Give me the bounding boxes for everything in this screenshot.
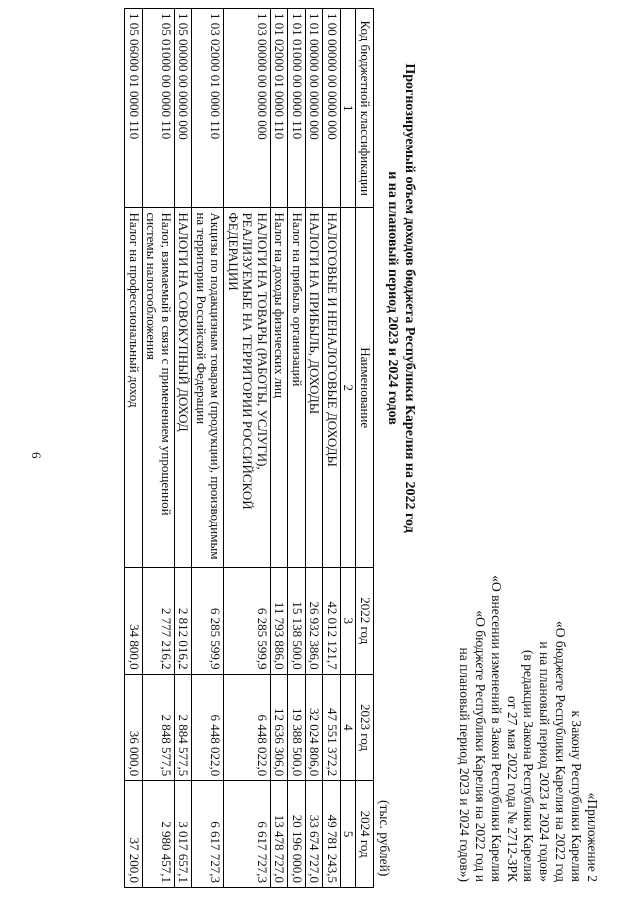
appendix-line: «О бюджете Республики Карелия на 2022 год	[553, 620, 568, 882]
appendix-line: от 27 мая 2022 года № 2712-ЗРК	[505, 696, 520, 882]
value-2022: 2 812 016,2	[175, 567, 193, 674]
name-cell: Налог на прибыль организаций	[288, 208, 306, 567]
value-2022: 34 800,0	[125, 567, 143, 674]
value-2024: 6 617 727,3	[224, 781, 271, 888]
index-cell: 2	[341, 208, 357, 567]
title-line-1: Прогнозируемый объем доходов бюджета Республики Карелия на 2022 год	[402, 63, 417, 533]
title-line-2: и на плановый период 2023 и 2024 годов	[385, 171, 400, 425]
appendix-header	[456, 442, 600, 882]
appendix-line: на плановый период 2023 и 2024 годов»)	[457, 647, 472, 882]
revenue-table	[125, 8, 375, 888]
appendix-line: «О бюджете Республики Карелия на 2022 год и	[473, 610, 488, 882]
value-2022: 6 285 599,9	[224, 567, 271, 674]
name-cell: Налог на доходы физических лиц	[271, 208, 289, 567]
value-2024: 2 980 457,1	[143, 781, 175, 888]
index-cell: 4	[341, 674, 357, 781]
value-2022: 15 138 500,0	[288, 567, 306, 674]
table-row	[323, 9, 341, 888]
table-row	[288, 9, 306, 888]
name-cell: Акцизы по подакцизным товарам (продукции), производимым на территории Российской Федерации	[192, 208, 224, 567]
name-cell: Налог на профессиональный доход	[125, 208, 143, 567]
header-name: Наименование	[356, 208, 374, 567]
code-cell: 1 01 00000 00 0000 000	[306, 9, 324, 208]
value-2024: 3 017 657,1	[175, 781, 193, 888]
value-2024: 49 781 243,5	[323, 781, 341, 888]
table-row	[306, 9, 324, 888]
index-cell: 1	[341, 9, 357, 208]
code-cell: 1 00 00000 00 0000 000	[323, 9, 341, 208]
value-2023: 47 551 372,2	[323, 674, 341, 781]
table-row	[224, 9, 271, 888]
value-2023: 6 448 022,0	[192, 674, 224, 781]
name-cell: НАЛОГОВЫЕ И НЕНАЛОГОВЫЕ ДОХОДЫ	[323, 208, 341, 567]
code-cell: 1 05 01000 00 0000 110	[143, 9, 175, 208]
code-cell: 1 01 01000 00 0000 110	[288, 9, 306, 208]
name-cell: НАЛОГИ НА СОВОКУПНЫЙ ДОХОД	[175, 208, 193, 567]
header-2023: 2023 год	[356, 674, 374, 781]
header-2022: 2022 год	[356, 567, 374, 674]
value-2023: 32 024 806,0	[306, 674, 324, 781]
code-cell: 1 03 02000 01 0000 110	[192, 9, 224, 208]
name-cell: НАЛОГИ НА ТОВАРЫ (РАБОТЫ, УСЛУГИ), РЕАЛИЗУЕМЫЕ НА ТЕРРИТОРИИ РОССИЙСКОЙ ФЕДЕРАЦИИ	[224, 208, 271, 567]
value-2023: 19 388 500,0	[288, 674, 306, 781]
appendix-line: к Закону Республики Карелия	[569, 710, 584, 882]
value-2023: 12 636 306,0	[271, 674, 289, 781]
value-2023: 2 884 577,5	[175, 674, 193, 781]
value-2024: 6 617 727,3	[192, 781, 224, 888]
document-title	[384, 8, 418, 588]
appendix-line: «О внесении изменений в Закон Республики Карелия	[489, 575, 504, 882]
code-cell: 1 05 06000 01 0000 110	[125, 9, 143, 208]
value-2023: 6 448 022,0	[224, 674, 271, 781]
value-2022: 26 932 386,0	[306, 567, 324, 674]
index-cell: 5	[341, 781, 357, 888]
table-row	[143, 9, 175, 888]
code-cell: 1 05 00000 00 0000 000	[175, 9, 193, 208]
unit-label: (тыс. рублей)	[377, 800, 392, 877]
table-row	[271, 9, 289, 888]
code-cell: 1 01 02000 01 0000 110	[271, 9, 289, 208]
appendix-line: «Приложение 2	[585, 792, 600, 882]
rotated-page-content	[127, 8, 600, 888]
value-2024: 33 674 727,0	[306, 781, 324, 888]
index-cell: 3	[341, 567, 357, 674]
header-code: Код бюджетной классификации	[356, 9, 374, 208]
value-2024: 20 196 000,0	[288, 781, 306, 888]
value-2023: 2 848 577,5	[143, 674, 175, 781]
value-2024: 37 200,0	[125, 781, 143, 888]
table-row	[192, 9, 224, 888]
value-2022: 42 012 121,7	[323, 567, 341, 674]
value-2022: 11 793 886,0	[271, 567, 289, 674]
name-cell: Налог, взимаемый в связи с применением упрощенной системы налогообложения	[143, 208, 175, 567]
value-2022: 6 285 599,9	[192, 567, 224, 674]
table-row	[125, 9, 143, 888]
value-2022: 2 777 216,2	[143, 567, 175, 674]
header-2024: 2024 год	[356, 781, 374, 888]
value-2024: 13 478 727,0	[271, 781, 289, 888]
code-cell: 1 03 00000 00 0000 000	[224, 9, 271, 208]
appendix-line: и на плановый период 2023 и 2024 годов»	[537, 641, 552, 882]
name-cell: НАЛОГИ НА ПРИБЫЛЬ, ДОХОДЫ	[306, 208, 324, 567]
page-number: 6	[29, 452, 44, 459]
table-row	[175, 9, 193, 888]
appendix-line: (в редакции Закона Республики Карелия	[521, 649, 536, 882]
value-2023: 36 000,0	[125, 674, 143, 781]
